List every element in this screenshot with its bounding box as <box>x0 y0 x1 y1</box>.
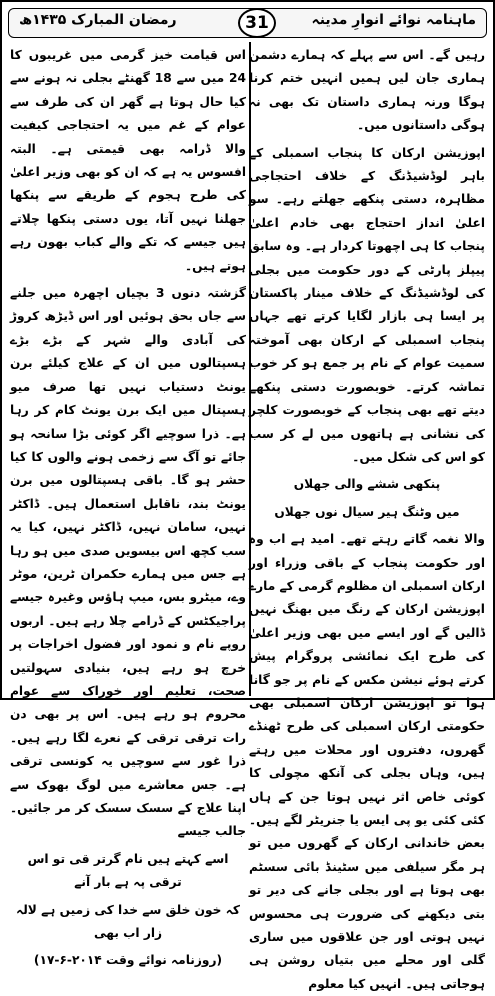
paragraph: اس قیامت خیز گرمی میں غریبوں کا 24 میں سے 18 گھنٹے بجلی نہ ہونے سے کیا حال ہوتا ہے گھر ان کی طرف سے عوام کے غم میں یہ احتجاجی کیفیت والا ڈرامہ بھی قیمتی ہے۔ البتہ افسوس یہ ہے کہ ان کو بھی وزیر اعلیٰ کی طرح ہجوم کے طریقے سے پنکھا جھلنا نہیں آتا، یوں دستی پنکھا چلاتے ہیں جیسے کہ تکے والے کباب بھون رہے ہوتے ہیں۔ <box>10 48 247 273</box>
page-number: 31 <box>238 8 276 38</box>
issue-date: رمضان المبارک ۱۴۳۵ھ <box>19 12 177 28</box>
song-line-1: پنکھی ششے والی جھلاں <box>293 477 441 492</box>
magazine-title: ماہنامہ نوائے انوارِ مدینہ <box>311 12 476 28</box>
song-line-2: میں وٹنگ ہیر سیال نوں جھلاں <box>274 504 460 519</box>
verse-line-2: کہ خون خلق سے خدا کی زمیں ہے لالہ زار اب بھی <box>16 902 240 941</box>
paragraph: گزشتہ دنوں 3 بچیاں اچھرہ میں جلنے سے جاں بحق ہوئیں اور اس ڈیڑھ کروڑ کی آبادی والے شہر کے بڑے بڑے ہسپتالوں میں ان کے علاج کیلئے برن یونٹ دستیاب نہیں تھا صرف میو ہسپتال میں ایک برن یونٹ کام کر رہا ہے۔ ذرا سوچیے اگر کوئی بڑا سانحہ ہو جائے تو آگ سے زخمی ہونے والوں کا کیا حشر ہو گا۔ باقی ہسپتالوں میں برن یونٹ بند، ناقابل استعمال ہیں۔ ڈاکٹر نہیں، سامان نہیں، ڈاکٹر نہیں، کیا یہ سب کچھ اس بیسویں صدی میں ہو رہا ہے جس میں ہمارے حکمران ٹرین، موٹر وے، میٹرو بس، میپ ہاؤس وغیرہ جیسے پراجیکٹس کے ڈرامے چلا رہے ہیں۔ اربوں روپے نام و نمود اور فضول اخراجات پر خرچ ہو رہے ہیں، بنیادی سہولتیں صحت، تعلیم اور خوراک سے عوام محروم ہو رہے ہیں۔ اس پر بھی دن رات ترقی ترقی کے نعرے لگا رہے ہیں۔ ذرا غور سے سوچیں یہ کونسی ترقی ہے۔ جس معاشرے میں لوگ بھوک سے اپنا علاج کے سسک سسک کر مر جائیں۔ جالب جیسے <box>10 286 246 839</box>
left-column <box>10 44 247 968</box>
verse-line-1: اسے کہتے ہیں نام گرتر قی تو اس ترقی پہ ہے بار آنے <box>27 851 229 890</box>
paragraph: اپوزیشن ارکان کا پنجاب اسمبلی کے باہر لوڈشیڈنگ کے خلاف احتجاجی مظاہرہ، دستی پنکھے جھلتے رہے۔ سو اعلیٰ انداز احتجاج بھی خادم اعلیٰ پنجاب کا ہی اچھوتا کردار ہے۔ وہ سابق پیپلز پارٹی کے دور حکومت میں بجلی کی لوڈشیڈنگ کے خلاف مینار پاکستان پر ایسا ہی بازار لگایا کرتے تھے جہاں پنجاب اسمبلی کے ارکان بھی آموختہ سمیت عوام کے نام پر جمع ہو کر خوب تماشہ کرتے۔ خوبصورت دستی پنکھے دیتے تھے بھی پنجاب کے خوبصورت کلچر کی نشانی ہے ہاتھوں میں لے کر سب کو اس کی شکل میں۔ <box>249 145 485 464</box>
page-header <box>8 8 487 38</box>
paragraph: والا نغمہ گاتے رہتے تھے۔ امید ہے اب وہ اور حکومت پنجاب کے باقی وزراء اور ارکان اسمبلی ان مظلوم گرمی کے مارے اپوزیشن ارکان کے رنگ میں بھنگ نہیں ڈالیں گے اور ایسے میں بھی وزیر اعلیٰ کی طرح ایک نمائشی پروگرام پیش کرتے ہوئے نیشن مکس کے نام پر جو گانا ہوا تو اپوزیشن ارکان اسمبلی بھی حکومتی ارکان اسمبلی کی طرح ٹھنڈے گھروں، دفتروں اور محلات میں رہتے ہیں، وہاں بجلی کی آنکھ مچولی کا کوئی خاص اثر نہیں ہوتا جن کے ہاں کئی کئی یو پی ایس یا جنریٹر لگے ہیں۔ بعض خاندانی ارکان کے گھروں میں تو ہر مگر سیلفی میں سٹینڈ بائی سسٹم بھی ہوتا ہے اور بجلی جانے کی دیر تو بتی دیکھنے کی ضرورت ہی محسوس نہیں ہوتی اور جن علاقوں میں ساری گلی اور محلے میں بتیاں روشن ہی ہوجاتی ہیں۔ انہیں کیا معلوم <box>249 532 485 991</box>
paragraph: رہیں گے۔ اس سے پہلے کہ ہمارے دشمن ہماری جان لیں ہمیں انہیں ختم کرنا ہوگا ورنہ ہماری داستان تک بھی نہ ہوگی داستانوں میں۔ <box>249 48 485 133</box>
right-column <box>249 44 485 991</box>
source-citation: (روزنامہ نوائے وقت ۲۰۱۴-۶-۱۷) <box>33 953 223 968</box>
